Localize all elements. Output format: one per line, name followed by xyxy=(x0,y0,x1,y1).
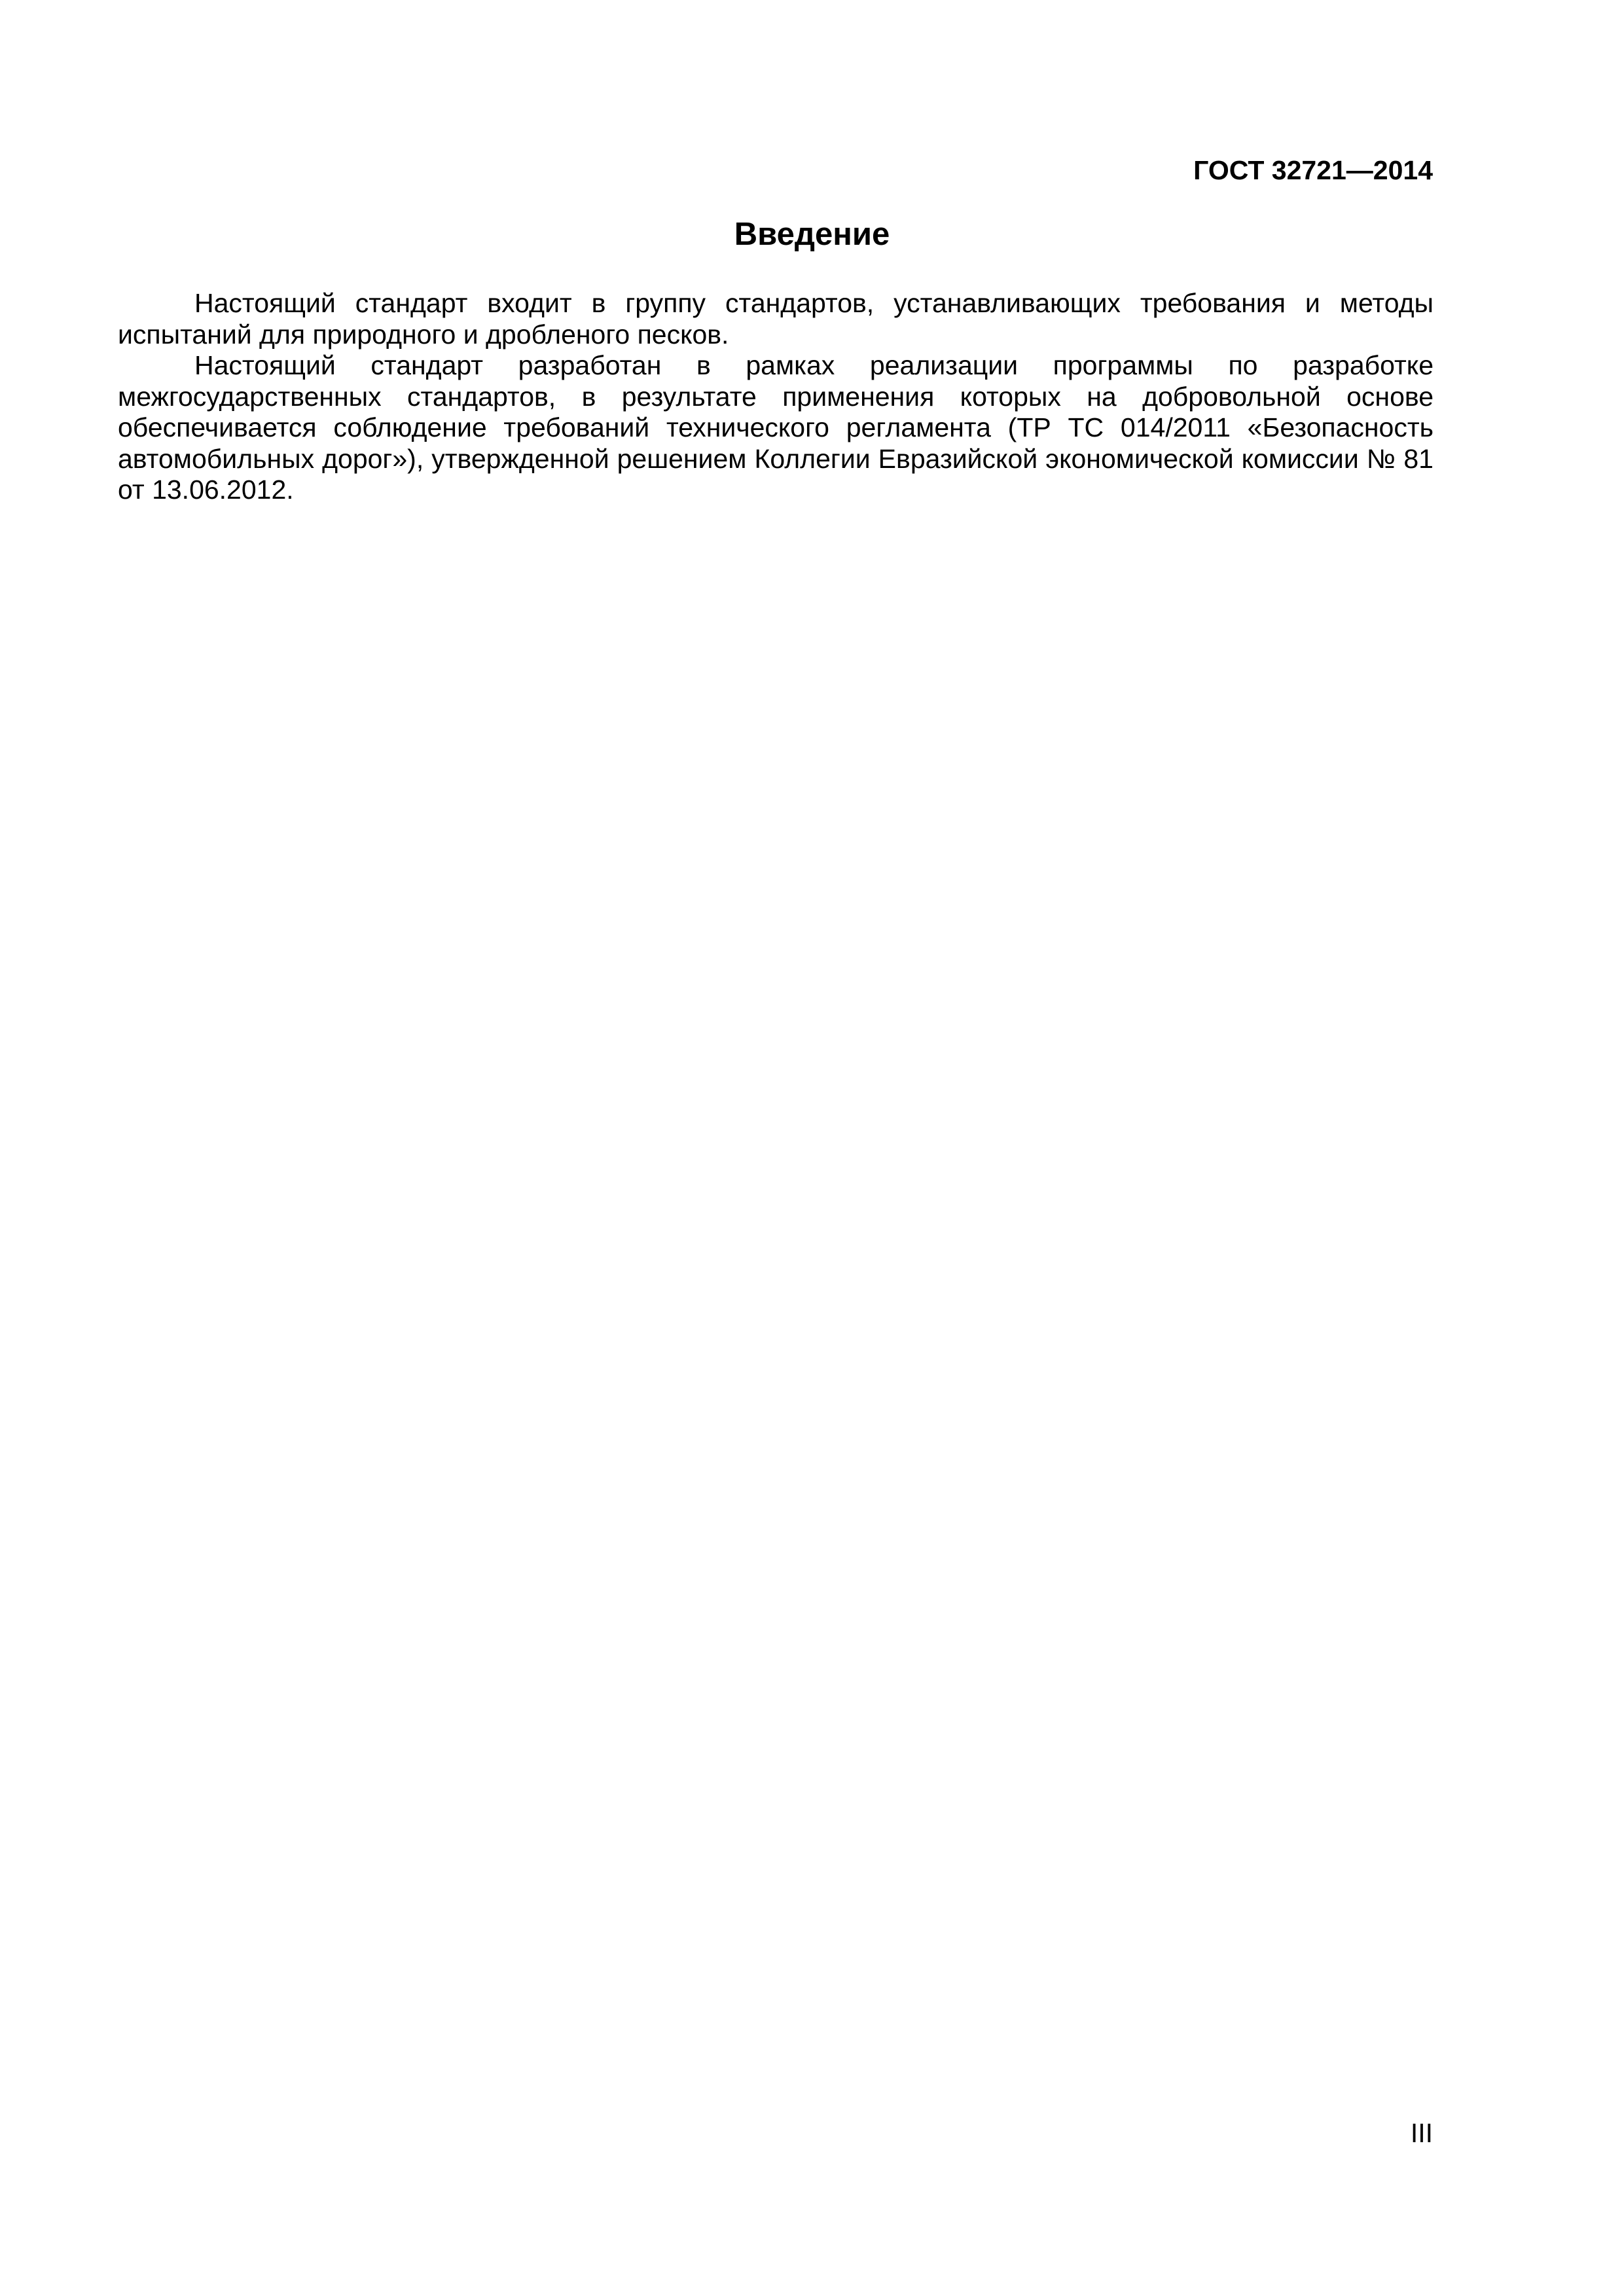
body-text xyxy=(118,288,1434,506)
page-number: III xyxy=(1410,2118,1433,2148)
section-title: Введение xyxy=(734,217,890,252)
paragraph: Настоящий стандарт разработан в рамках реализации программы по разработке межгосударственных стандартов, в результате применения которых на добровольной основе обеспечивается соблюдение требований технического регламента (ТР ТС 014/2011 «Безопасность автомобильных дорог»), утвержденной решением Коллегии Евразийской экономической комиссии № 81 от 13.06.2012. xyxy=(118,350,1434,505)
paragraph: Настоящий стандарт входит в группу стандартов, устанавливающих требования и методы испытаний для природного и дробленого песков. xyxy=(118,288,1434,350)
document-code: ГОСТ 32721—2014 xyxy=(1193,155,1433,185)
